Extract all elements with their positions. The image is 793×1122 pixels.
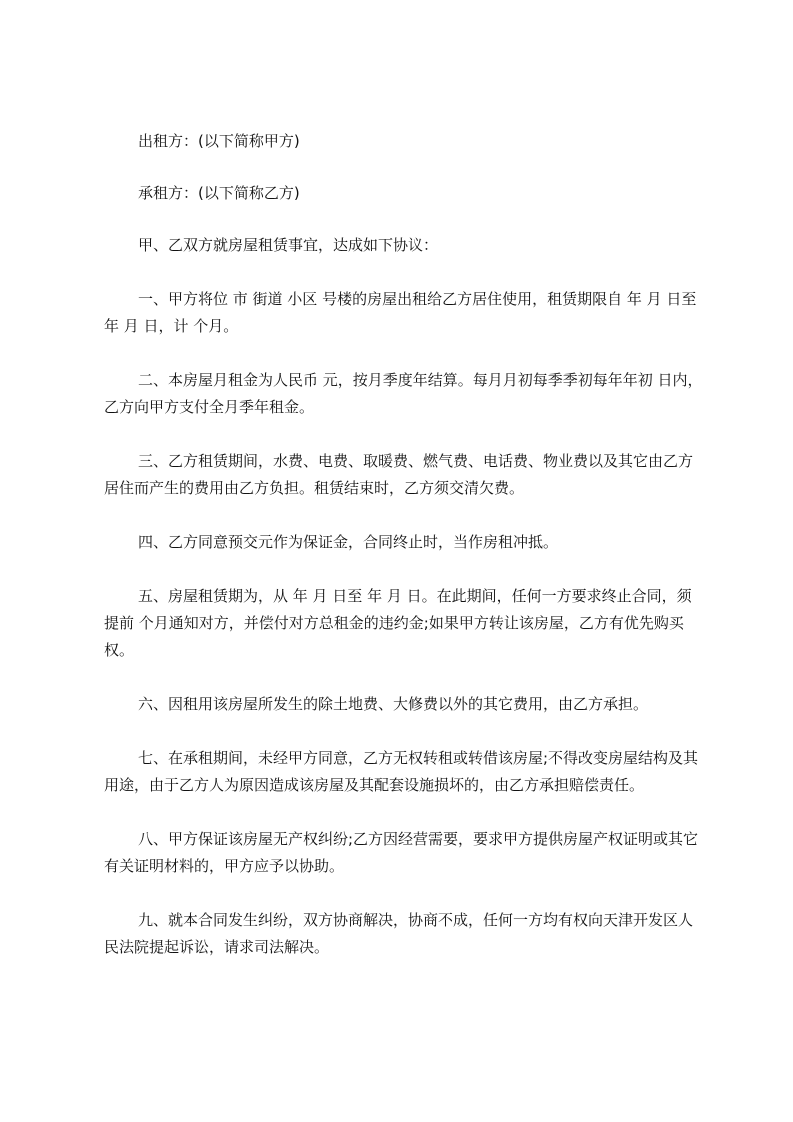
clause-2: 二、本房屋月租金为人民币 元，按月季度年结算。每月月初每季季初每年年初 日内，乙方向甲方支付全月季年租金。	[104, 371, 703, 416]
clause-3: 三、乙方租赁期间，水费、电费、取暖费、燃气费、电话费、物业费以及其它由乙方居住而产生的费用由乙方负担。租赁结束时，乙方须交清欠费。	[104, 452, 694, 497]
clause-8: 八、甲方保证该房屋无产权纠纷;乙方因经营需要，要求甲方提供房屋产权证明或其它有关证明材料的，甲方应予以协助。	[104, 830, 699, 875]
clause-6: 六、因租用该房屋所发生的除土地费、大修费以外的其它费用，由乙方承担。	[138, 695, 649, 713]
lessor-line: 出租方：(以下简称甲方)	[138, 132, 300, 150]
agreement-intro: 甲、乙双方就房屋租赁事宜，达成如下协议：	[138, 236, 439, 254]
clause-1: 一、甲方将位 市 街道 小区 号楼的房屋出租给乙方居住使用，租赁期限自 年 月 日至 年 月 日，计 个月。	[104, 290, 697, 335]
clause-5: 五、房屋租赁期为，从 年 月 日至 年 月 日。在此期间，任何一方要求终止合同，须提前 个月通知对方，并偿付对方总租金的违约金;如果甲方转让该房屋，乙方有优先购买权。	[104, 587, 692, 659]
lessee-line: 承租方：(以下简称乙方)	[138, 184, 300, 202]
clause-4: 四、乙方同意预交元作为保证金，合同终止时，当作房租冲抵。	[138, 533, 559, 551]
document-body	[104, 128, 704, 961]
clause-7: 七、在承租期间，未经甲方同意，乙方无权转租或转借该房屋;不得改变房屋结构及其用途，由于乙方人为原因造成该房屋及其配套设施损坏的，由乙方承担赔偿责任。	[104, 749, 699, 794]
clause-9: 九、就本合同发生纠纷，双方协商解决，协商不成，任何一方均有权向天津开发区人民法院提起诉讼，请求司法解决。	[104, 911, 694, 956]
